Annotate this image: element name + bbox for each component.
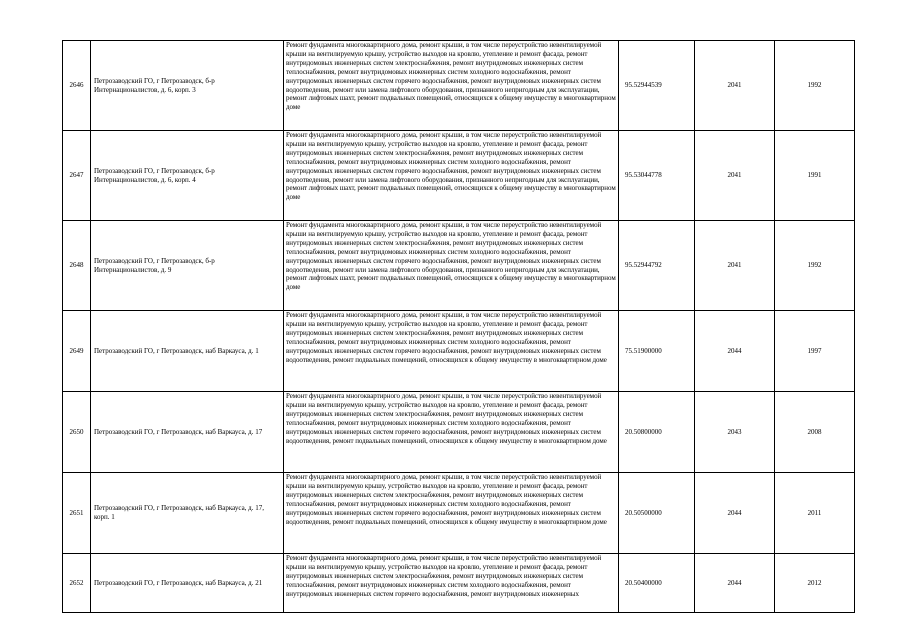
row-planned-year: 2041 — [695, 221, 775, 311]
table-row — [63, 41, 855, 131]
row-built-year: 1992 — [775, 221, 855, 311]
row-works: Ремонт фундамента многоквартирного дома, ремонт крыши, в том числе переустройство невентилируемой крыши на вентилируемую крышу, устройство выходов на кровлю, утепление и ремонт фасада, ремонт внутридомовых инженерных систем электроснабжения, ремонт внутридомовых инженерных систем теплоснабжения, ремонт внутридомовых инженерных систем холодного водоснабжения, ремонт внутридомовых инженерных систем горячего водоснабжения, ремонт внутридомовых инженерных систем водоотведения, ремонт или замена лифтового оборудования, признанного непригодным для эксплуатации, ремонт лифтовых шахт, ремонт подвальных помещений, относящихся к общему имуществу в многоквартирном доме — [284, 131, 619, 221]
table-body — [63, 41, 855, 613]
row-number: 2650 — [63, 392, 91, 473]
row-number: 2651 — [63, 473, 91, 554]
row-works: Ремонт фундамента многоквартирного дома, ремонт крыши, в том числе переустройство невентилируемой крыши на вентилируемую крышу, устройство выходов на кровлю, утепление и ремонт фасада, ремонт внутридомовых инженерных систем электроснабжения, ремонт внутридомовых инженерных систем теплоснабжения, ремонт внутридомовых инженерных систем холодного водоснабжения, ремонт внутридомовых инженерных систем горячего водоснабжения, ремонт внутридомовых инженерных систем водоотведения, ремонт или замена лифтового оборудования, признанного непригодным для эксплуатации, ремонт лифтовых шахт, ремонт подвальных помещений, относящихся к общему имуществу в многоквартирном доме — [284, 221, 619, 311]
row-planned-year: 2044 — [695, 473, 775, 554]
row-number: 2646 — [63, 41, 91, 131]
row-address: Петрозаводский ГО, г Петрозаводск, наб Варкауса, д. 1 — [91, 311, 284, 392]
row-cost: 20.50500000 — [619, 473, 695, 554]
row-cost: 20.50400000 — [619, 554, 695, 613]
table-row — [63, 221, 855, 311]
row-address: Петрозаводский ГО, г Петрозаводск, наб Варкауса, д. 21 — [91, 554, 284, 613]
row-address: Петрозаводский ГО, г Петрозаводск, наб Варкауса, д. 17, корп. 1 — [91, 473, 284, 554]
row-planned-year: 2043 — [695, 392, 775, 473]
table-row — [63, 311, 855, 392]
table-row — [63, 554, 855, 613]
row-planned-year: 2044 — [695, 311, 775, 392]
row-planned-year: 2041 — [695, 131, 775, 221]
row-cost: 95.53044778 — [619, 131, 695, 221]
row-built-year: 1991 — [775, 131, 855, 221]
row-works: Ремонт фундамента многоквартирного дома, ремонт крыши, в том числе переустройство невентилируемой крыши на вентилируемую крышу, устройство выходов на кровлю, утепление и ремонт фасада, ремонт внутридомовых инженерных систем электроснабжения, ремонт внутридомовых инженерных систем теплоснабжения, ремонт внутридомовых инженерных систем холодного водоснабжения, ремонт внутридомовых инженерных систем горячего водоснабжения, ремонт внутридомовых инженерных систем водоотведения, ремонт или замена лифтового оборудования, признанного непригодным для эксплуатации, ремонт лифтовых шахт, ремонт подвальных помещений, относящихся к общему имуществу в многоквартирном доме — [284, 41, 619, 131]
row-works: Ремонт фундамента многоквартирного дома, ремонт крыши, в том числе переустройство невентилируемой крыши на вентилируемую крышу, устройство выходов на кровлю, утепление и ремонт фасада, ремонт внутридомовых инженерных систем электроснабжения, ремонт внутридомовых инженерных систем теплоснабжения, ремонт внутридомовых инженерных систем холодного водоснабжения, ремонт внутридомовых инженерных систем горячего водоснабжения, ремонт внутридомовых инженерных систем водоотведения, ремонт подвальных помещений, относящихся к общему имуществу в многоквартирном доме — [284, 311, 619, 392]
row-works: Ремонт фундамента многоквартирного дома, ремонт крыши, в том числе переустройство невентилируемой крыши на вентилируемую крышу, устройство выходов на кровлю, утепление и ремонт фасада, ремонт внутридомовых инженерных систем электроснабжения, ремонт внутридомовых инженерных систем теплоснабжения, ремонт внутридомовых инженерных систем холодного водоснабжения, ремонт внутридомовых инженерных систем горячего водоснабжения, ремонт внутридомовых инженерных систем водоотведения, ремонт подвальных помещений, относящихся к общему имуществу в многоквартирном доме — [284, 392, 619, 473]
housing-repair-table — [62, 40, 855, 613]
row-address: Петрозаводский ГО, г Петрозаводск, б-р Интернационалистов, д. 6, корп. 3 — [91, 41, 284, 131]
row-number: 2647 — [63, 131, 91, 221]
row-address: Петрозаводский ГО, г Петрозаводск, б-р Интернационалистов, д. 9 — [91, 221, 284, 311]
row-cost: 75.51900000 — [619, 311, 695, 392]
table-row — [63, 392, 855, 473]
row-number: 2649 — [63, 311, 91, 392]
row-built-year: 1992 — [775, 41, 855, 131]
row-works: Ремонт фундамента многоквартирного дома, ремонт крыши, в том числе переустройство невентилируемой крыши на вентилируемую крышу, устройство выходов на кровлю, утепление и ремонт фасада, ремонт внутридомовых инженерных систем электроснабжения, ремонт внутридомовых инженерных систем теплоснабжения, ремонт внутридомовых инженерных систем холодного водоснабжения, ремонт внутридомовых инженерных систем горячего водоснабжения, ремонт внутридомовых инженерных — [284, 554, 619, 613]
row-cost: 95.52944792 — [619, 221, 695, 311]
row-cost: 20.50800000 — [619, 392, 695, 473]
row-cost: 95.52944539 — [619, 41, 695, 131]
table-row — [63, 473, 855, 554]
table-row — [63, 131, 855, 221]
row-number: 2648 — [63, 221, 91, 311]
row-number: 2652 — [63, 554, 91, 613]
row-built-year: 2011 — [775, 473, 855, 554]
row-planned-year: 2041 — [695, 41, 775, 131]
row-address: Петрозаводский ГО, г Петрозаводск, б-р Интернационалистов, д. 6, корп. 4 — [91, 131, 284, 221]
row-built-year: 2008 — [775, 392, 855, 473]
row-built-year: 1997 — [775, 311, 855, 392]
row-works: Ремонт фундамента многоквартирного дома, ремонт крыши, в том числе переустройство невентилируемой крыши на вентилируемую крышу, устройство выходов на кровлю, утепление и ремонт фасада, ремонт внутридомовых инженерных систем электроснабжения, ремонт внутридомовых инженерных систем теплоснабжения, ремонт внутридомовых инженерных систем холодного водоснабжения, ремонт внутридомовых инженерных систем горячего водоснабжения, ремонт внутридомовых инженерных систем водоотведения, ремонт подвальных помещений, относящихся к общему имуществу в многоквартирном доме — [284, 473, 619, 554]
row-address: Петрозаводский ГО, г Петрозаводск, наб Варкауса, д. 17 — [91, 392, 284, 473]
row-planned-year: 2044 — [695, 554, 775, 613]
row-built-year: 2012 — [775, 554, 855, 613]
